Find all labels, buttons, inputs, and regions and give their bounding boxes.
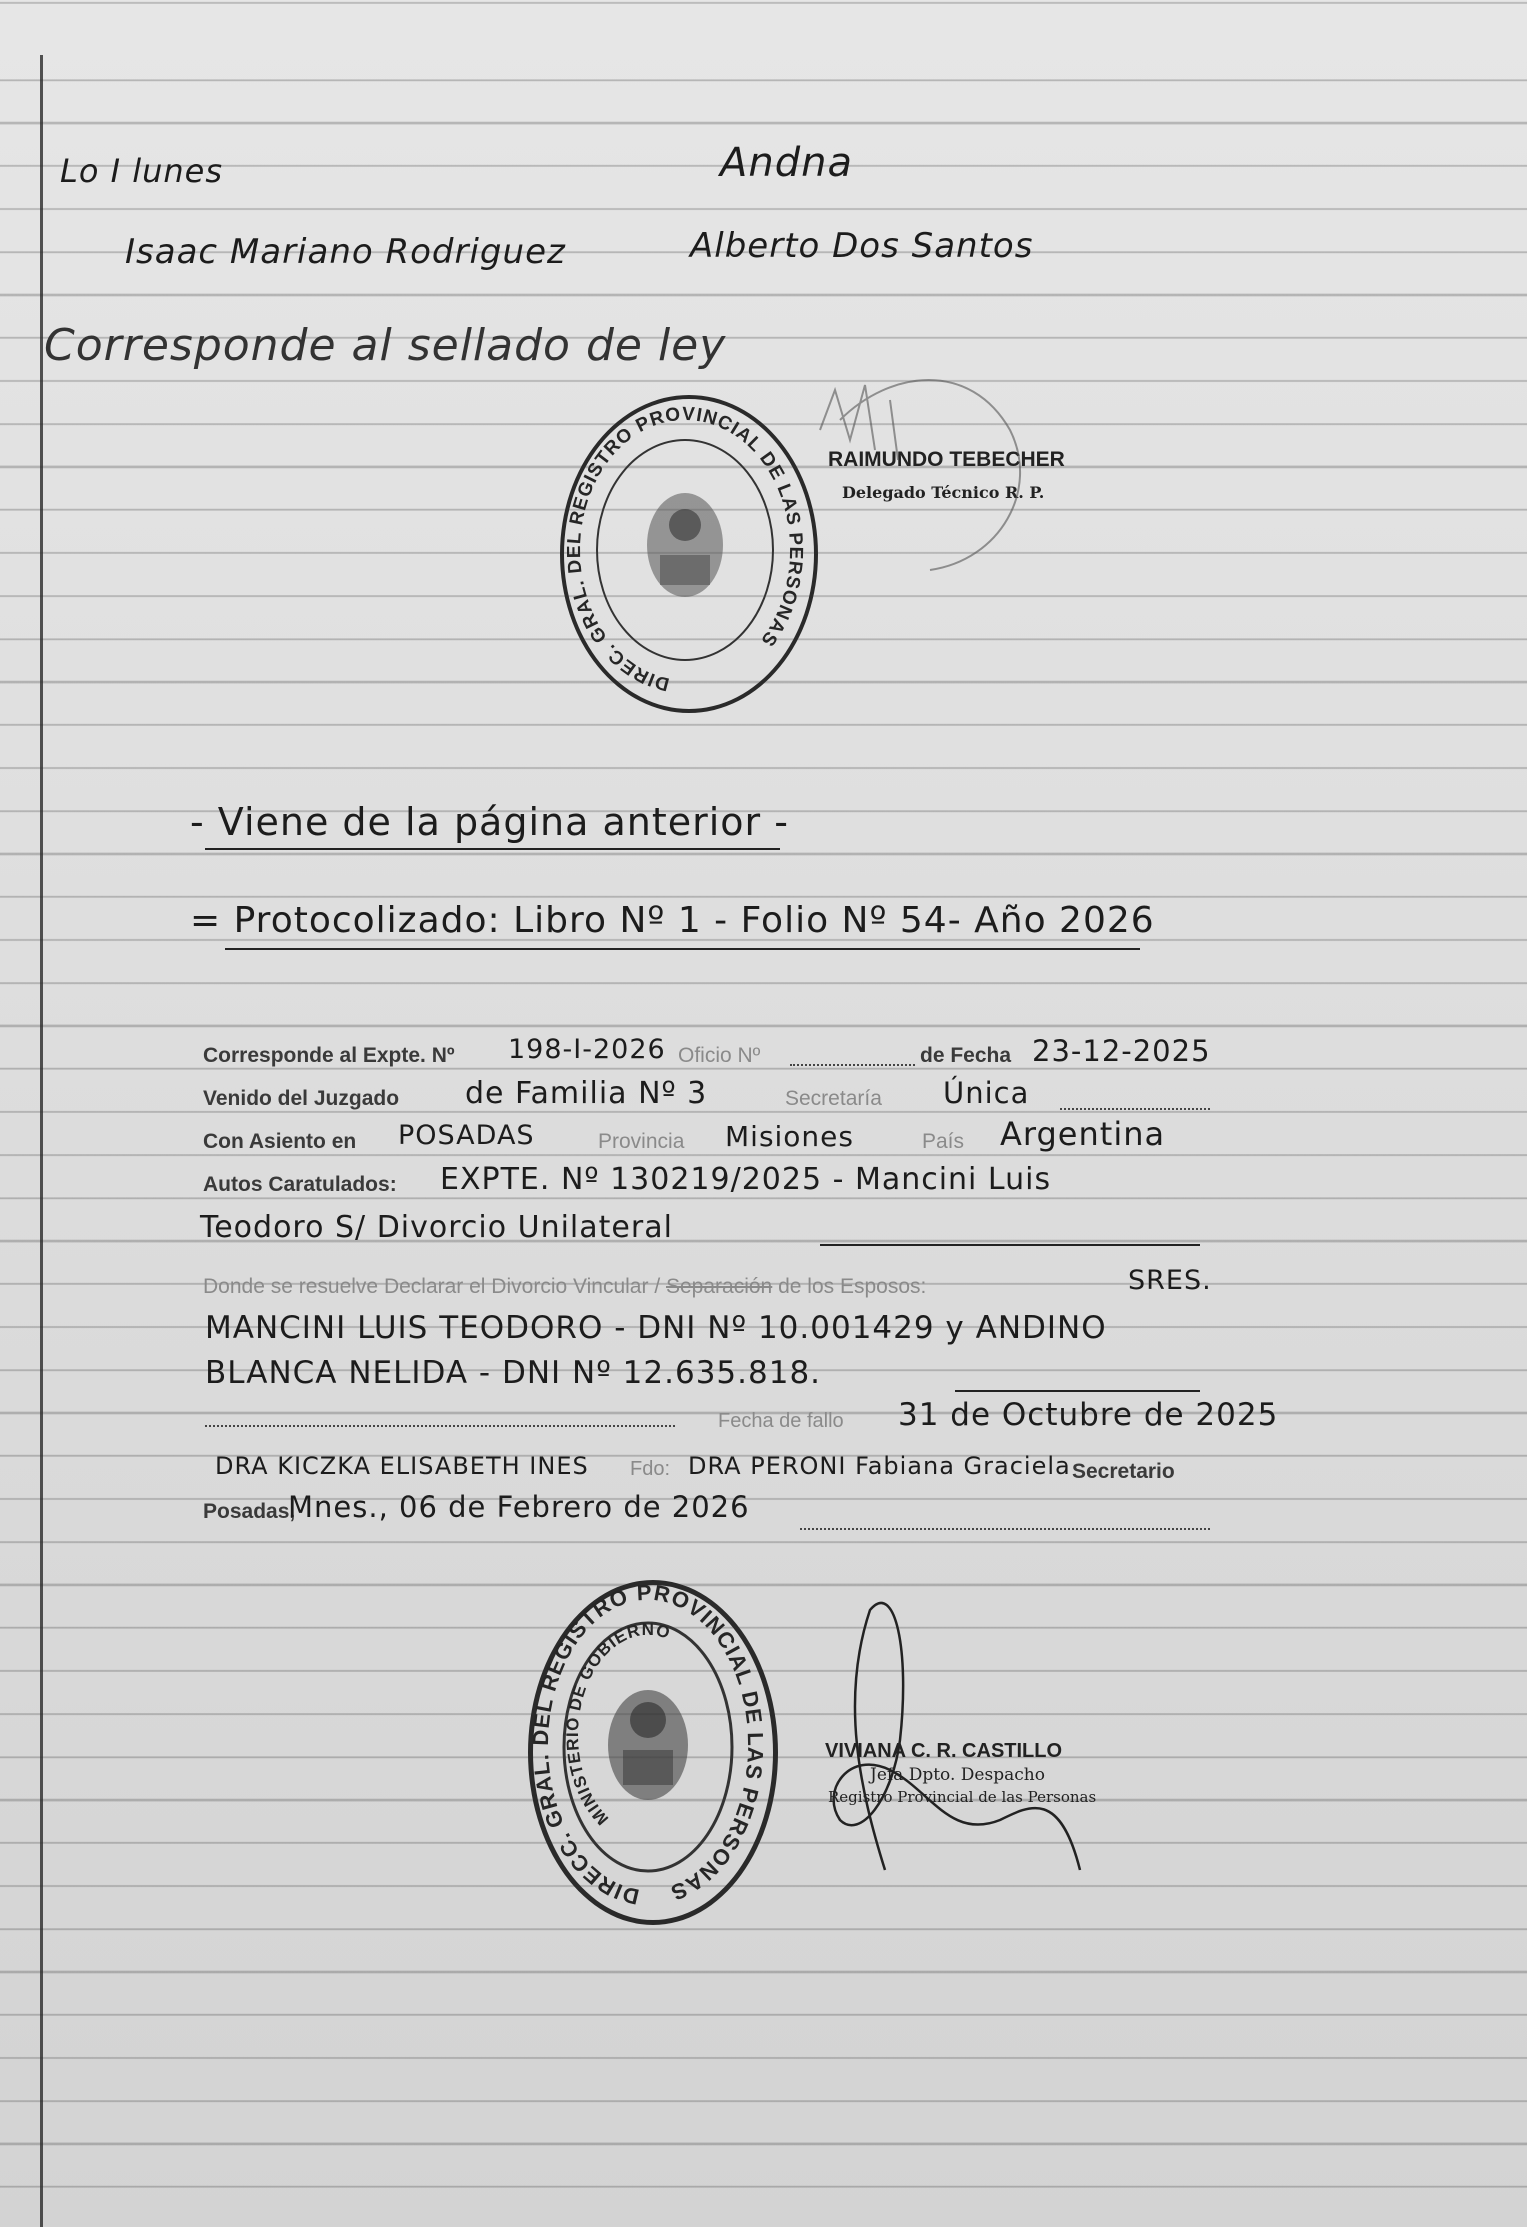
form-donde-text2: de los Esposos:	[778, 1275, 927, 1298]
form-fallo-label: Fecha de fallo	[718, 1410, 844, 1432]
signature-line1-right: Andna	[720, 140, 853, 186]
form-posadas-value: Mnes., 06 de Febrero de 2026	[288, 1490, 750, 1524]
form-expte-label: Corresponde al Expte. Nº	[203, 1044, 455, 1067]
coat-of-arms-icon	[608, 1690, 688, 1800]
coat-of-arms-icon	[647, 493, 723, 597]
protocol-label: Protocolizado:	[233, 900, 501, 941]
form-oficio-dots	[790, 1064, 915, 1066]
form-provincia-label: Provincia	[598, 1130, 685, 1153]
form-autos-value: EXPTE. Nº 130219/2025 - Mancini Luis	[440, 1162, 1052, 1197]
form-pais-label: País	[922, 1130, 965, 1153]
form-secretaria-value: Única	[943, 1076, 1030, 1110]
registry-seal-bottom	[528, 1580, 778, 1925]
form-fecha-value: 23-12-2025	[1032, 1034, 1211, 1068]
form-row11-dots	[800, 1528, 1210, 1530]
form-donde-value: SRES.	[1128, 1265, 1212, 1296]
form-asiento-value: POSADAS	[398, 1120, 535, 1151]
form-donde-label	[203, 1275, 926, 1299]
form-row5-line	[820, 1244, 1200, 1246]
form-posadas-label: Posadas,	[203, 1500, 296, 1523]
form-asiento-label: Con Asiento en	[203, 1130, 357, 1153]
form-esposos-line2: BLANCA NELIDA - DNI Nº 12.635.818.	[205, 1355, 822, 1391]
form-provincia-value: Misiones	[725, 1120, 854, 1153]
protocol-folio: Folio Nº 54-	[740, 900, 962, 941]
protocol-underline	[225, 948, 1140, 950]
seal-bottom-signer-title: Jefa Dpto. Despacho	[870, 1765, 1045, 1785]
seal-bottom-signer-name: VIVIANA C. R. CASTILLO	[825, 1740, 1063, 1762]
viene-heading: - Viene de la página anterior -	[190, 800, 789, 844]
protocol-libro: Libro Nº 1 -	[513, 900, 729, 941]
form-row9-dots	[205, 1425, 675, 1427]
signature-line2-left: Isaac Mariano Rodriguez	[125, 232, 566, 272]
form-oficio-label: Oficio Nº	[678, 1044, 761, 1067]
signature-line2-right: Alberto Dos Santos	[690, 226, 1034, 266]
margin-rule	[40, 55, 43, 2227]
signature-line1-left: Lo I lunes	[60, 152, 223, 190]
form-donde-text: Donde se resuelve Declarar el Divorcio Vincular /	[203, 1275, 661, 1298]
seal-bottom-outer-text: DIRECC. GRAL. DEL REGISTRO PROVINCIAL DE LAS PERSONAS	[528, 1580, 768, 1910]
form-expte-value: 198-I-2026	[508, 1034, 666, 1065]
form-fallo-value: 31 de Octubre de 2025	[898, 1397, 1279, 1433]
form-fdo-label: Fdo:	[630, 1458, 671, 1480]
protocol-year: Año 2026	[974, 900, 1155, 941]
form-autos-value-cont: Teodoro S/ Divorcio Unilateral	[200, 1210, 673, 1245]
form-secretario-label: Secretario	[1072, 1460, 1175, 1483]
form-juzgado-value: de Familia Nº 3	[465, 1076, 708, 1111]
sellado-note: Corresponde al sellado de ley	[44, 320, 727, 371]
seal-bottom-signer-org: Registro Provincial de las Personas	[828, 1788, 1097, 1806]
seal-bottom-inner-text: MINISTERIO DE GOBIERNO	[562, 1619, 673, 1829]
seal-top-signer-name: RAIMUNDO TEBECHER	[828, 448, 1065, 471]
seal-bottom-signature-scribble	[800, 1590, 1120, 1880]
form-autos-label: Autos Caratulados:	[203, 1173, 397, 1196]
form-secretaria-label: Secretaría	[785, 1087, 882, 1110]
viene-text: Viene de la página anterior	[217, 800, 762, 844]
form-fecha-label: de Fecha	[920, 1044, 1012, 1067]
form-row2-dots	[1060, 1108, 1210, 1110]
seal-top-signature-scribble	[780, 330, 1080, 590]
form-juzgado-label: Venido del Juzgado	[203, 1087, 400, 1110]
seal-top-ring-text: DIREC. GRAL. DEL REGISTRO PROVINCIAL DE LAS PERSONAS	[564, 403, 807, 695]
form-pais-value: Argentina	[1000, 1115, 1166, 1153]
form-fdo-judge: DRA KICZKA ELISABETH INES	[215, 1452, 589, 1480]
form-row8-line	[955, 1390, 1200, 1392]
form-donde-struck: Separación	[666, 1275, 773, 1298]
viene-underline	[205, 848, 780, 850]
form-fdo-secretary: DRA PERONI Fabiana Graciela	[688, 1452, 1071, 1480]
seal-top-signer-title: Delegado Técnico R. P.	[842, 483, 1045, 502]
form-esposos-line1: MANCINI LUIS TEODORO - DNI Nº 10.001429 y ANDINO	[205, 1310, 1107, 1346]
protocol-heading: = Protocolizado: Libro Nº 1 - Folio Nº 54- Año 2026	[190, 900, 1155, 941]
